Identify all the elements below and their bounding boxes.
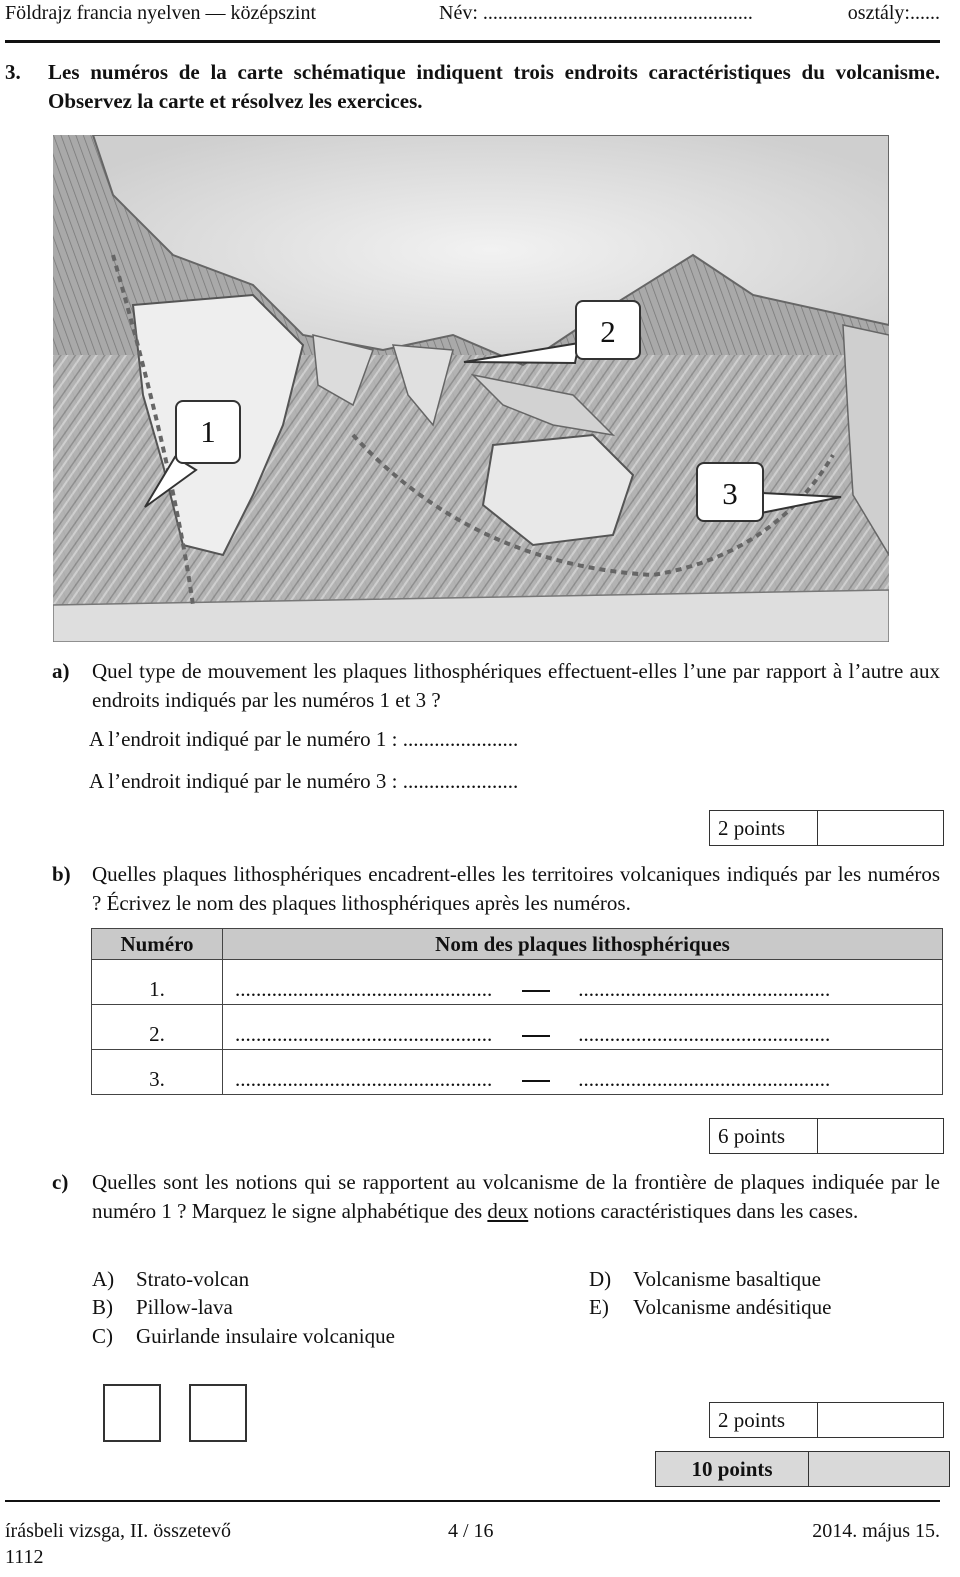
- part-b-score-field[interactable]: [818, 1119, 943, 1153]
- row-answer[interactable]: [223, 1005, 943, 1050]
- dash: [522, 1080, 550, 1082]
- total-points: 10 points: [656, 1452, 809, 1486]
- footer-date: 2014. május 15.: [812, 1520, 940, 1542]
- row-number: 2.: [92, 1005, 223, 1050]
- footer-rule: [5, 1500, 940, 1502]
- answer-box-2[interactable]: [189, 1384, 247, 1442]
- map-callout-1: 1: [175, 400, 241, 464]
- map-illustration: [53, 135, 889, 642]
- part-a-answer-1[interactable]: A l’endroit indiqué par le numéro 1 : ......................: [89, 727, 519, 751]
- part-b-label: b): [52, 862, 71, 886]
- part-c: [52, 1168, 940, 1258]
- dash: [522, 1035, 550, 1037]
- question-number: 3.: [5, 60, 21, 84]
- option-d: D) Volcanisme basaltique: [589, 1267, 821, 1291]
- option-b: B) Pillow-lava: [92, 1295, 233, 1319]
- plates-table: [91, 928, 943, 1095]
- part-a-points: 2 points: [710, 811, 818, 845]
- plate-left-field[interactable]: .................................................: [235, 977, 493, 1001]
- map-callout-2: 2: [575, 300, 641, 360]
- part-c-points-box: [709, 1402, 944, 1438]
- part-a: [52, 657, 940, 717]
- part-b-points: 6 points: [710, 1119, 818, 1153]
- plate-right-field[interactable]: ................................................: [578, 977, 831, 1001]
- table-row: [92, 1050, 943, 1095]
- question-text: Les numéros de la carte schématique indiquent trois endroits caractéristiques du volcanisme. Observez la carte et résolvez les exercices.: [48, 60, 940, 113]
- total-points-box: [655, 1451, 950, 1487]
- part-b-question: Quelles plaques lithosphériques encadrent-elles les territoires volcaniques indiqués par les numéros ? Écrivez le nom des plaques lithosphériques après les numéros.: [92, 862, 940, 915]
- col-header-number: Numéro: [92, 929, 223, 960]
- part-a-score-field[interactable]: [818, 811, 943, 845]
- part-c-score-field[interactable]: [818, 1403, 943, 1437]
- footer-exam-label: írásbeli vizsga, II. összetevő: [5, 1520, 232, 1542]
- question-intro: [5, 58, 940, 118]
- class-field-label: osztály:......: [847, 2, 940, 24]
- total-score-field[interactable]: [809, 1452, 949, 1486]
- subject-label: Földrajz francia nyelven — középszint: [5, 2, 316, 24]
- part-c-points: 2 points: [710, 1403, 818, 1437]
- page-header: [5, 2, 940, 32]
- row-number: 3.: [92, 1050, 223, 1095]
- col-header-plates: Nom des plaques lithosphériques: [223, 929, 943, 960]
- option-c: C) Guirlande insulaire volcanique: [92, 1324, 395, 1348]
- plate-right-field[interactable]: ................................................: [578, 1022, 831, 1046]
- plate-left-field[interactable]: .................................................: [235, 1022, 493, 1046]
- dash: [522, 990, 550, 992]
- header-rule: [5, 40, 940, 43]
- part-a-answer-3[interactable]: A l’endroit indiqué par le numéro 3 : ......................: [89, 769, 519, 793]
- plate-right-field[interactable]: ................................................: [578, 1067, 831, 1091]
- part-a-label: a): [52, 659, 70, 683]
- option-e: E) Volcanisme andésitique: [589, 1295, 832, 1319]
- table-row: [92, 1005, 943, 1050]
- part-a-points-box: [709, 810, 944, 846]
- underlined-word: deux: [487, 1199, 529, 1223]
- map-callout-3: 3: [696, 462, 764, 522]
- table-row: [92, 960, 943, 1005]
- part-a-question: Quel type de mouvement les plaques lithosphériques effectuent-elles l’une par rapport à l’autre aux endroits indiqués par les numéros 1 et 3 ?: [92, 659, 940, 712]
- page-number: 4 / 16: [448, 1520, 494, 1542]
- option-a: A) Strato-volcan: [92, 1267, 250, 1291]
- footer-code: 1112: [5, 1546, 44, 1568]
- tectonic-relief-map: [53, 135, 889, 642]
- name-field-label: Név: ......................................................: [439, 2, 753, 24]
- part-b-points-box: [709, 1118, 944, 1154]
- row-number: 1.: [92, 960, 223, 1005]
- part-c-question: Quelles sont les notions qui se rapportent au volcanisme de la frontière de plaques indiquée par le numéro 1 ? Marquez le signe alphabétique des deux notions caractéristiques dans les cases.: [92, 1170, 940, 1223]
- answer-box-1[interactable]: [103, 1384, 161, 1442]
- part-c-label: c): [52, 1170, 69, 1194]
- row-answer[interactable]: [223, 1050, 943, 1095]
- plate-left-field[interactable]: .................................................: [235, 1067, 493, 1091]
- part-b: [52, 860, 940, 920]
- row-answer[interactable]: [223, 960, 943, 1005]
